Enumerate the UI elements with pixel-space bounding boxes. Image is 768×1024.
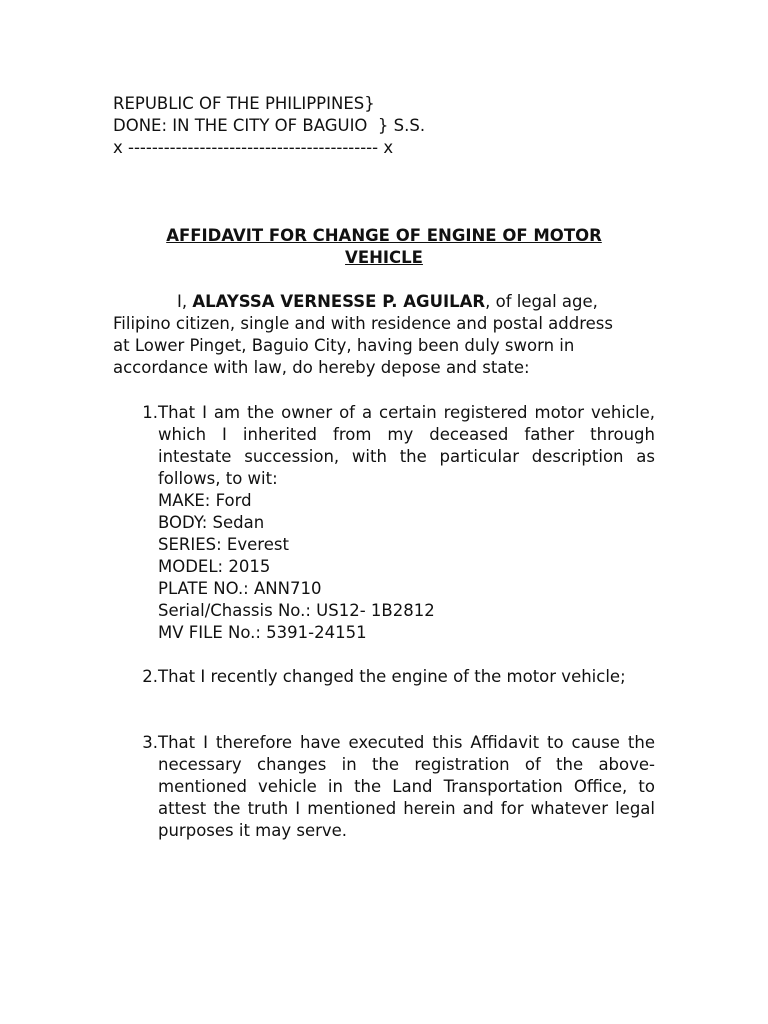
intro-paragraph — [113, 291, 633, 379]
intro-text: , of legal age, Filipino citizen, single and with residence and postal address at Lower Pinget, Baguio City, having been duly sworn in accordance with law, do hereby depose and state: — [113, 292, 613, 377]
title-line-2: VEHICLE — [345, 248, 423, 267]
item-number: 2. — [142, 667, 158, 686]
detail-mv-file: MV FILE No.: 5391-24151 — [158, 623, 367, 642]
header-venue: DONE: IN THE CITY OF BAGUIO } S.S. — [113, 116, 426, 135]
header-republic: REPUBLIC OF THE PHILIPPINES} — [113, 94, 375, 113]
header-divider: x ------------------------------------------ x — [113, 138, 394, 157]
detail-body: BODY: Sedan — [158, 513, 265, 532]
affiant-name: ALAYSSA VERNESSE P. AGUILAR — [192, 292, 486, 311]
detail-series: SERIES: Everest — [158, 535, 289, 554]
item-number: 1. — [142, 403, 158, 422]
intro-prefix: I, — [177, 292, 193, 311]
detail-plate: PLATE NO.: ANN710 — [158, 579, 322, 598]
title-line-1: AFFIDAVIT FOR CHANGE OF ENGINE OF MOTOR — [166, 226, 602, 245]
detail-make: MAKE: Ford — [158, 491, 252, 510]
detail-chassis: Serial/Chassis No.: US12- 1B2812 — [158, 601, 435, 620]
document-title — [113, 225, 655, 269]
document-header — [113, 93, 425, 159]
detail-model: MODEL: 2015 — [158, 557, 271, 576]
item-text: That I am the owner of a certain registered motor vehicle, which I inherited from my deceased father through intestate succession, with the particular description as follows, to wit: — [158, 403, 655, 488]
item-number: 3. — [142, 733, 158, 752]
item-text: That I recently changed the engine of the motor vehicle; — [158, 667, 626, 686]
list-item — [113, 732, 655, 842]
item-text: That I therefore have executed this Affidavit to cause the necessary changes in the registration of the above-mentioned vehicle in the Land Transportation Office, to attest the truth I mentioned herein and for whatever legal purposes it may serve. — [158, 733, 655, 840]
list-item — [113, 666, 655, 688]
vehicle-details — [158, 490, 655, 644]
list-item — [113, 402, 655, 644]
